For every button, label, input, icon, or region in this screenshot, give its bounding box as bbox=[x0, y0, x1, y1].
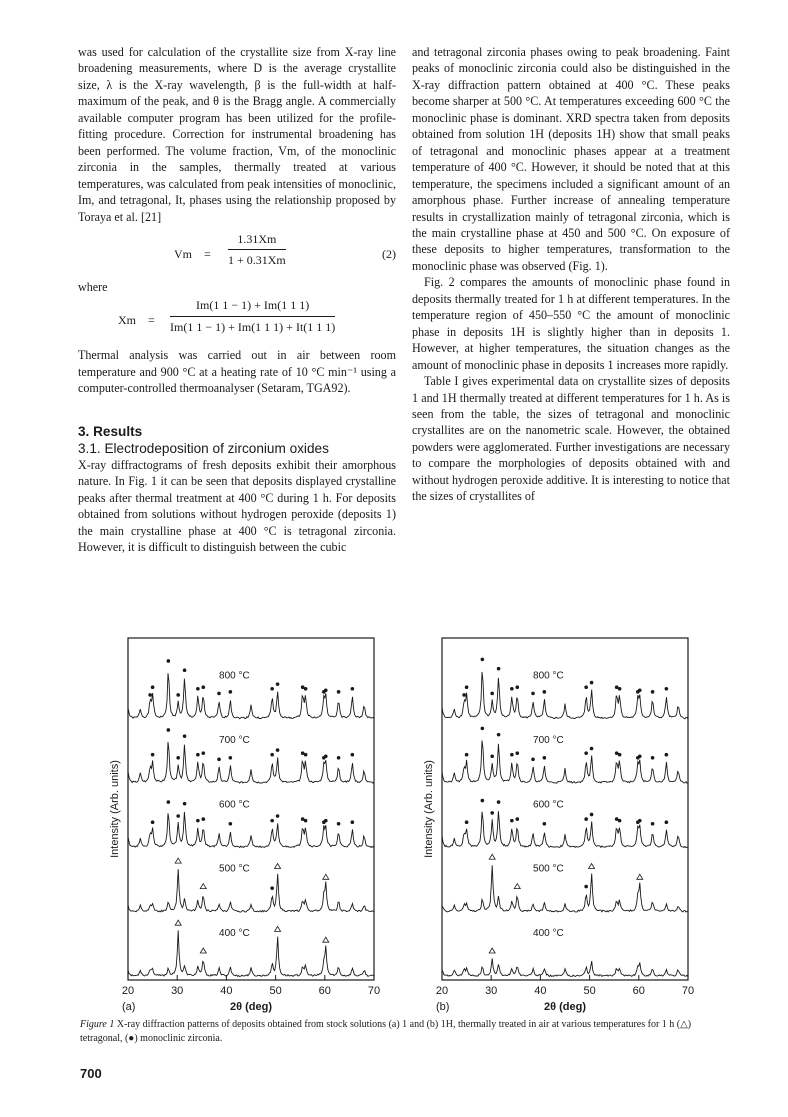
monoclinic-marker bbox=[176, 756, 180, 760]
xrd-panel-b bbox=[394, 624, 704, 1016]
monoclinic-marker bbox=[618, 819, 622, 823]
y-axis-label: Intensity (Arb. units) bbox=[423, 760, 435, 858]
x-tick-label: 50 bbox=[269, 985, 282, 997]
eq3-fraction bbox=[170, 297, 335, 335]
trace-temperature-label: 700 °C bbox=[219, 734, 250, 746]
trace-temperature-label: 600 °C bbox=[219, 799, 250, 811]
xrd-trace bbox=[442, 811, 688, 847]
monoclinic-marker bbox=[590, 747, 594, 751]
tetragonal-marker bbox=[489, 854, 495, 859]
eq2-lhs: Vm bbox=[174, 246, 192, 261]
monoclinic-marker bbox=[638, 754, 642, 758]
monoclinic-marker bbox=[151, 820, 155, 824]
monoclinic-marker bbox=[638, 689, 642, 693]
tetragonal-marker bbox=[514, 884, 520, 889]
monoclinic-marker bbox=[148, 693, 152, 697]
x-tick-label: 40 bbox=[534, 985, 547, 997]
monoclinic-marker bbox=[510, 819, 514, 823]
monoclinic-marker bbox=[531, 692, 535, 696]
monoclinic-marker bbox=[167, 659, 171, 663]
right-paragraph-2: Fig. 2 compares the amounts of monoclinic phase found in deposits thermally treated for 1 h at different temperatures. In the temperature region of 450–550 °C the amount of monoclinic phase in deposits 1H is slightly higher than in deposits 1. However, at higher temperatures, the situation changes as the amount of monoclinic phase in deposits 1 increases more rapidly. bbox=[412, 275, 730, 372]
monoclinic-marker bbox=[229, 756, 233, 760]
eq2-number: (2) bbox=[382, 246, 396, 261]
monoclinic-marker bbox=[304, 687, 308, 691]
monoclinic-marker bbox=[584, 885, 588, 889]
monoclinic-marker bbox=[167, 800, 171, 804]
monoclinic-marker bbox=[270, 886, 274, 890]
trace-temperature-label: 500 °C bbox=[533, 863, 564, 875]
trace-temperature-label: 600 °C bbox=[533, 799, 564, 811]
where-label: where bbox=[78, 279, 108, 294]
tetragonal-marker bbox=[589, 864, 595, 869]
x-tick-label: 50 bbox=[583, 985, 596, 997]
eq2-denominator: 1 + 0.31Xm bbox=[228, 249, 286, 268]
monoclinic-marker bbox=[465, 820, 469, 824]
monoclinic-marker bbox=[337, 690, 341, 694]
trace-temperature-label: 400 °C bbox=[219, 928, 250, 940]
x-tick-label: 60 bbox=[318, 985, 331, 997]
monoclinic-marker bbox=[543, 756, 547, 760]
monoclinic-marker bbox=[584, 751, 588, 755]
monoclinic-marker bbox=[490, 692, 494, 696]
trace-temperature-label: 800 °C bbox=[533, 670, 564, 682]
eq3-numerator: Im(1 1 − 1) + Im(1 1 1) bbox=[196, 298, 310, 313]
xrd-trace bbox=[128, 673, 374, 718]
monoclinic-marker bbox=[465, 685, 469, 689]
left-paragraph-1: was used for calculation of the crystallite size from X-ray line broadening measurements, where D is the average crystallite size, λ is the X-ray wavelength, β is the full-width at half-maximum of the peak, and θ is the Bragg angle. A commercially available computer program has been utilized for the profile-fitting procedure. Correction for instrumental broadening has been performed. The volume fraction, Vm, of the monoclinic zirconia in the samples, thermally treated at various temperatures, was calculated from peak intensities of monoclinic, Im, and tetragonal, It, phases using the relationship proposed by Toraya et al. [21] bbox=[78, 45, 396, 224]
x-tick-label: 60 bbox=[632, 985, 645, 997]
monoclinic-marker bbox=[337, 756, 341, 760]
eq3-equals: = bbox=[148, 313, 155, 328]
equation-3 bbox=[78, 297, 396, 345]
tetragonal-marker bbox=[175, 858, 181, 863]
monoclinic-marker bbox=[167, 728, 171, 732]
plot-frame bbox=[442, 638, 688, 980]
monoclinic-marker bbox=[638, 819, 642, 823]
left-column bbox=[78, 44, 396, 556]
tetragonal-marker bbox=[323, 937, 329, 942]
equation-2 bbox=[78, 231, 396, 279]
tetragonal-marker bbox=[200, 948, 206, 953]
monoclinic-marker bbox=[196, 687, 200, 691]
monoclinic-marker bbox=[510, 687, 514, 691]
monoclinic-marker bbox=[201, 751, 205, 755]
monoclinic-marker bbox=[276, 748, 280, 752]
monoclinic-marker bbox=[462, 693, 466, 697]
monoclinic-marker bbox=[151, 685, 155, 689]
monoclinic-marker bbox=[531, 758, 535, 762]
right-paragraph-3: Table I gives experimental data on crystallite sizes of deposits 1 and 1H thermally treated at different temperatures for 1 h. As is seen from the table, the sizes of tetragonal and monoclinic crystallites are on the nanometric scale. However, the obtained powders were agglomerated. Further investigations are necessary to compare the morphologies of deposits obtained with and without hydrogen peroxide additive. It is interesting to notice that the sizes of crystallites of bbox=[412, 374, 730, 504]
monoclinic-marker bbox=[351, 820, 355, 824]
monoclinic-marker bbox=[618, 687, 622, 691]
x-tick-label: 20 bbox=[121, 985, 135, 997]
left-paragraph-2: Thermal analysis was carried out in air between room temperature and 900 °C at a heating rate of 10 °C min⁻¹ using a computer-controlled thermoanalyser (Setaram, TGA92). bbox=[78, 348, 396, 396]
xrd-trace bbox=[128, 812, 374, 848]
monoclinic-marker bbox=[590, 681, 594, 685]
monoclinic-marker bbox=[618, 753, 622, 757]
monoclinic-marker bbox=[304, 753, 308, 757]
monoclinic-marker bbox=[584, 817, 588, 821]
monoclinic-marker bbox=[481, 799, 485, 803]
xrd-trace bbox=[442, 865, 688, 912]
monoclinic-marker bbox=[183, 668, 187, 672]
x-tick-label: 70 bbox=[367, 985, 381, 997]
eq3-denominator: Im(1 1 − 1) + Im(1 1 1) + It(1 1 1) bbox=[170, 316, 335, 335]
monoclinic-marker bbox=[497, 667, 501, 671]
monoclinic-marker bbox=[490, 754, 494, 758]
monoclinic-marker bbox=[515, 751, 519, 755]
trace-temperature-label: 700 °C bbox=[533, 734, 564, 746]
x-axis-label: 2θ (deg) bbox=[543, 1001, 587, 1013]
tetragonal-marker bbox=[200, 884, 206, 889]
eq3-lhs: Xm bbox=[118, 313, 136, 328]
monoclinic-marker bbox=[497, 733, 501, 737]
tetragonal-marker bbox=[275, 926, 281, 931]
monoclinic-marker bbox=[176, 814, 180, 818]
xrd-panel-a bbox=[80, 624, 390, 1016]
monoclinic-marker bbox=[229, 822, 233, 826]
monoclinic-marker bbox=[590, 813, 594, 817]
monoclinic-marker bbox=[304, 819, 308, 823]
xrd-trace bbox=[442, 741, 688, 784]
tetragonal-marker bbox=[175, 920, 181, 925]
monoclinic-marker bbox=[324, 754, 328, 758]
eq2-equals: = bbox=[204, 246, 211, 261]
monoclinic-marker bbox=[229, 690, 233, 694]
monoclinic-marker bbox=[543, 690, 547, 694]
plot-frame bbox=[128, 638, 374, 980]
monoclinic-marker bbox=[217, 758, 221, 762]
tetragonal-marker bbox=[637, 874, 643, 879]
tetragonal-marker bbox=[323, 874, 329, 879]
monoclinic-marker bbox=[651, 690, 655, 694]
monoclinic-marker bbox=[270, 687, 274, 691]
monoclinic-marker bbox=[151, 753, 155, 757]
monoclinic-marker bbox=[351, 753, 355, 757]
figure-1 bbox=[80, 624, 716, 1016]
tetragonal-marker bbox=[489, 948, 495, 953]
monoclinic-marker bbox=[183, 802, 187, 806]
monoclinic-marker bbox=[183, 734, 187, 738]
monoclinic-marker bbox=[543, 822, 547, 826]
xrd-trace bbox=[128, 930, 374, 976]
monoclinic-marker bbox=[196, 819, 200, 823]
x-tick-label: 40 bbox=[220, 985, 233, 997]
monoclinic-marker bbox=[465, 753, 469, 757]
monoclinic-marker bbox=[201, 685, 205, 689]
xrd-trace bbox=[442, 958, 688, 976]
subsection-heading: 3.1. Electrodeposition of zirconium oxides bbox=[78, 440, 329, 456]
monoclinic-marker bbox=[276, 814, 280, 818]
monoclinic-marker bbox=[510, 753, 514, 757]
eq2-numerator: 1.31Xm bbox=[237, 231, 277, 246]
monoclinic-marker bbox=[324, 819, 328, 823]
monoclinic-marker bbox=[497, 800, 501, 804]
monoclinic-marker bbox=[270, 819, 274, 823]
panel-tag: (b) bbox=[436, 1001, 450, 1013]
monoclinic-marker bbox=[584, 685, 588, 689]
panel-tag: (a) bbox=[122, 1001, 136, 1013]
y-axis-label: Intensity (Arb. units) bbox=[109, 760, 121, 858]
x-tick-label: 30 bbox=[485, 985, 498, 997]
figure-caption bbox=[80, 1018, 716, 1045]
caption-text: X-ray diffraction patterns of deposits obtained from stock solutions (a) 1 and (b) 1H, thermally treated in air at various temperatures for 1 h (△) tetragonal, (●) monoclinic zirconia. bbox=[80, 1019, 692, 1044]
caption-lead: Figure 1 bbox=[80, 1019, 115, 1030]
monoclinic-marker bbox=[665, 753, 669, 757]
monoclinic-marker bbox=[324, 689, 328, 693]
monoclinic-marker bbox=[665, 687, 669, 691]
x-tick-label: 30 bbox=[171, 985, 184, 997]
monoclinic-marker bbox=[276, 682, 280, 686]
monoclinic-marker bbox=[515, 817, 519, 821]
trace-temperature-label: 800 °C bbox=[219, 670, 250, 682]
monoclinic-marker bbox=[351, 687, 355, 691]
trace-temperature-label: 500 °C bbox=[219, 863, 250, 875]
monoclinic-marker bbox=[217, 692, 221, 696]
monoclinic-marker bbox=[337, 822, 341, 826]
x-axis-label: 2θ (deg) bbox=[229, 1001, 273, 1013]
monoclinic-marker bbox=[176, 693, 180, 697]
monoclinic-marker bbox=[270, 753, 274, 757]
monoclinic-marker bbox=[196, 753, 200, 757]
x-tick-label: 70 bbox=[681, 985, 695, 997]
monoclinic-marker bbox=[481, 658, 485, 662]
monoclinic-marker bbox=[665, 820, 669, 824]
x-tick-label: 20 bbox=[435, 985, 449, 997]
monoclinic-marker bbox=[490, 811, 494, 815]
xrd-trace bbox=[128, 869, 374, 912]
monoclinic-marker bbox=[515, 685, 519, 689]
monoclinic-marker bbox=[651, 756, 655, 760]
section-heading: 3. Results bbox=[78, 423, 143, 439]
page-number: 700 bbox=[80, 1066, 102, 1081]
trace-temperature-label: 400 °C bbox=[533, 928, 564, 940]
eq2-fraction bbox=[228, 231, 286, 269]
left-paragraph-3: X-ray diffractograms of fresh deposits exhibit their amorphous nature. In Fig. 1 it can be seen that deposits displayed crystalline peaks after thermal treatment at 400 °C during 1 h. For deposits obtained from solutions without hydrogen peroxide (deposits 1) the main crystalline phase at 400 °C is tetragonal zirconia. However, it is difficult to distinguish between the cubic bbox=[78, 457, 396, 555]
monoclinic-marker bbox=[651, 822, 655, 826]
right-paragraph-1: and tetragonal zirconia phases owing to peak broadening. Faint peaks of monoclinic zirconia could also be distinguished in the X-ray diffraction pattern obtained at 400 °C. These peaks become sharper at 500 °C. At temperatures exceeding 600 °C the monoclinic phase is dominant. XRD spectra taken from deposits obtained from solution 1H (deposits 1H) show that small peaks of tetragonal and monoclinic phases appear at a treatment temperature of 400 °C. However, it should be noted that at this temperature, the specimens included a significant amount of an amorphous phase. Further increase of annealing temperature results in crystallization mainly of tetragonal zirconia, which is the main crystalline phase at 450 and 500 °C. On exposure of these deposits to higher temperatures, transformation to the monoclinic phase was observed (Fig. 1). bbox=[412, 45, 730, 273]
tetragonal-marker bbox=[275, 864, 281, 869]
xrd-trace bbox=[128, 742, 374, 783]
right-column bbox=[412, 44, 730, 505]
xrd-trace bbox=[442, 672, 688, 719]
monoclinic-marker bbox=[201, 817, 205, 821]
monoclinic-marker bbox=[481, 727, 485, 731]
